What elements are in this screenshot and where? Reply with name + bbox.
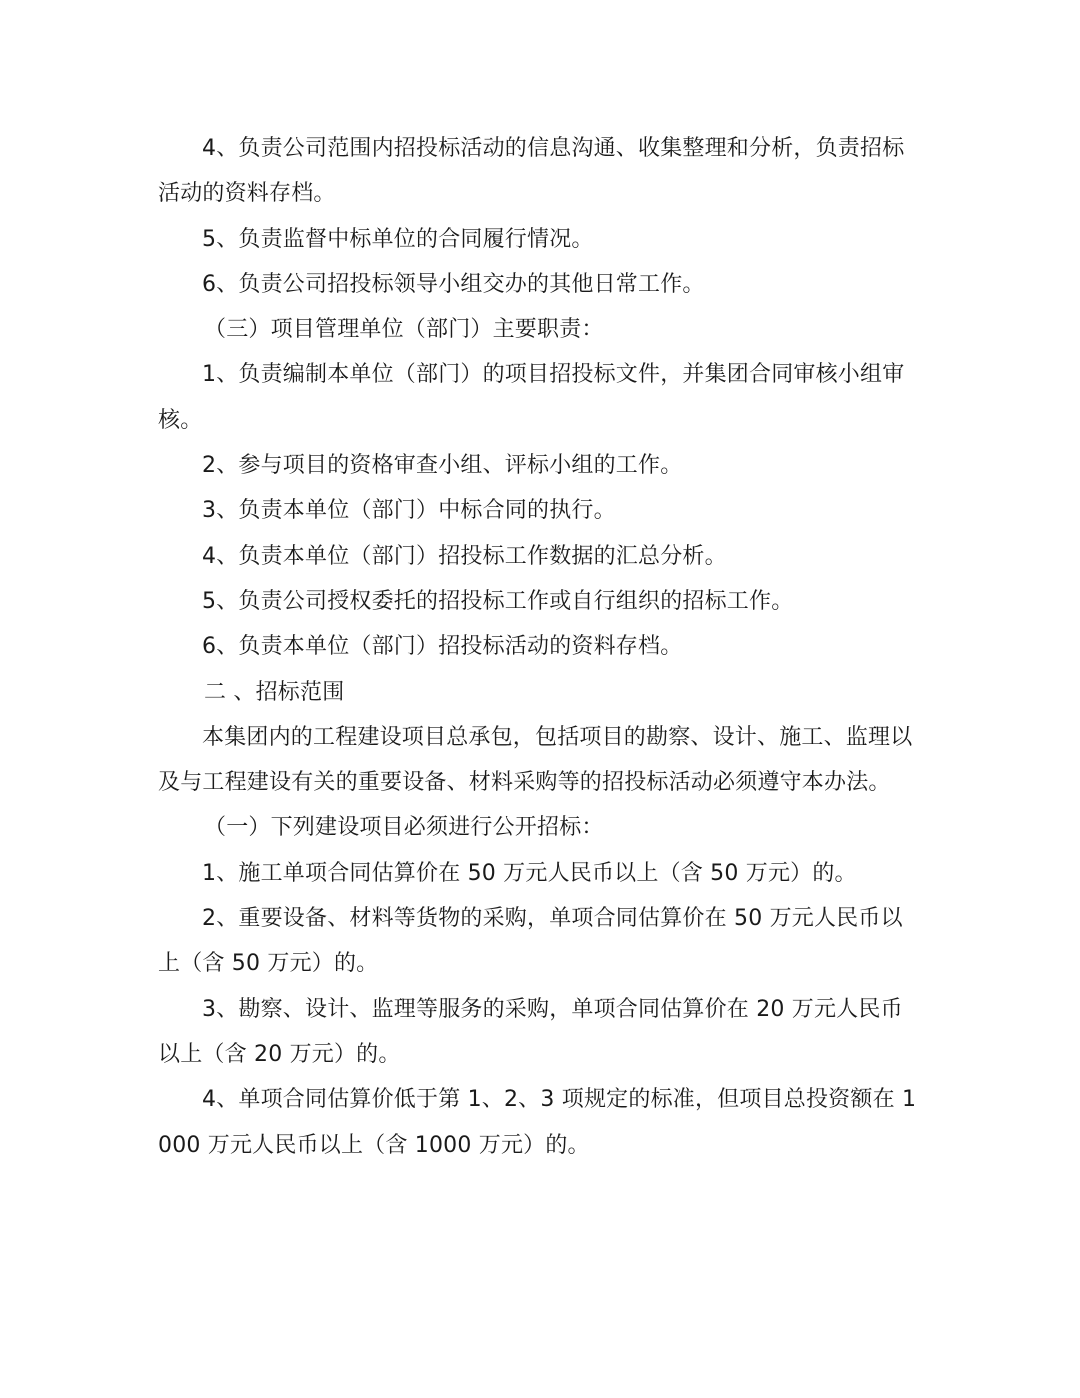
paragraph-scope-intro: 本集团内的工程建设项目总承包，包括项目的勘察、设计、施工、监理以及与工程建设有关的重要设备、材料采购等的招投标活动必须遵守本办法。 [158, 724, 913, 796]
paragraph-scope-item-1: 1、施工单项合同估算价在 50 万元人民币以上（含 50 万元）的。 [202, 860, 857, 886]
paragraph-scope-item-3: 3、勘察、设计、监理等服务的采购，单项合同估算价在 20 万元人民币以上（含 20 万元）的。 [158, 996, 903, 1067]
heading-bidding-scope: 二 、招标范围 [204, 679, 345, 705]
paragraph-scope-item-2: 2、重要设备、材料等货物的采购，单项合同估算价在 50 万元人民币以上（含 50 万元）的。 [158, 906, 903, 977]
paragraph-unit-duty-1: 1、负责编制本单位（部门）的项目招投标文件，并集团合同审核小组审核。 [158, 362, 905, 433]
paragraph-unit-duty-3: 3、负责本单位（部门）中标合同的执行。 [202, 498, 616, 524]
paragraph-duty-4-info: 4、负责公司范围内招投标活动的信息沟通、收集整理和分析，负责招标活动的资料存档。 [158, 136, 905, 207]
document-body [158, 126, 924, 1168]
paragraph-unit-duty-2: 2、参与项目的资格审查小组、评标小组的工作。 [202, 453, 683, 479]
heading-project-unit-duties: （三）项目管理单位（部门）主要职责： [204, 317, 604, 343]
paragraph-unit-duty-5: 5、负责公司授权委托的招投标工作或自行组织的招标工作。 [202, 588, 794, 614]
heading-public-bidding-required: （一）下列建设项目必须进行公开招标： [204, 815, 604, 841]
paragraph-scope-item-4: 4、单项合同估算价低于第 1、2、3 项规定的标准，但项目总投资额在 1000 万元人民币以上（含 1000 万元）的。 [158, 1087, 917, 1158]
paragraph-duty-6-daily: 6、负责公司招投标领导小组交办的其他日常工作。 [202, 271, 705, 297]
paragraph-duty-5-supervise: 5、负责监督中标单位的合同履行情况。 [202, 226, 594, 252]
paragraph-unit-duty-4: 4、负责本单位（部门）招投标工作数据的汇总分析。 [202, 543, 727, 569]
paragraph-unit-duty-6: 6、负责本单位（部门）招投标活动的资料存档。 [202, 634, 683, 660]
